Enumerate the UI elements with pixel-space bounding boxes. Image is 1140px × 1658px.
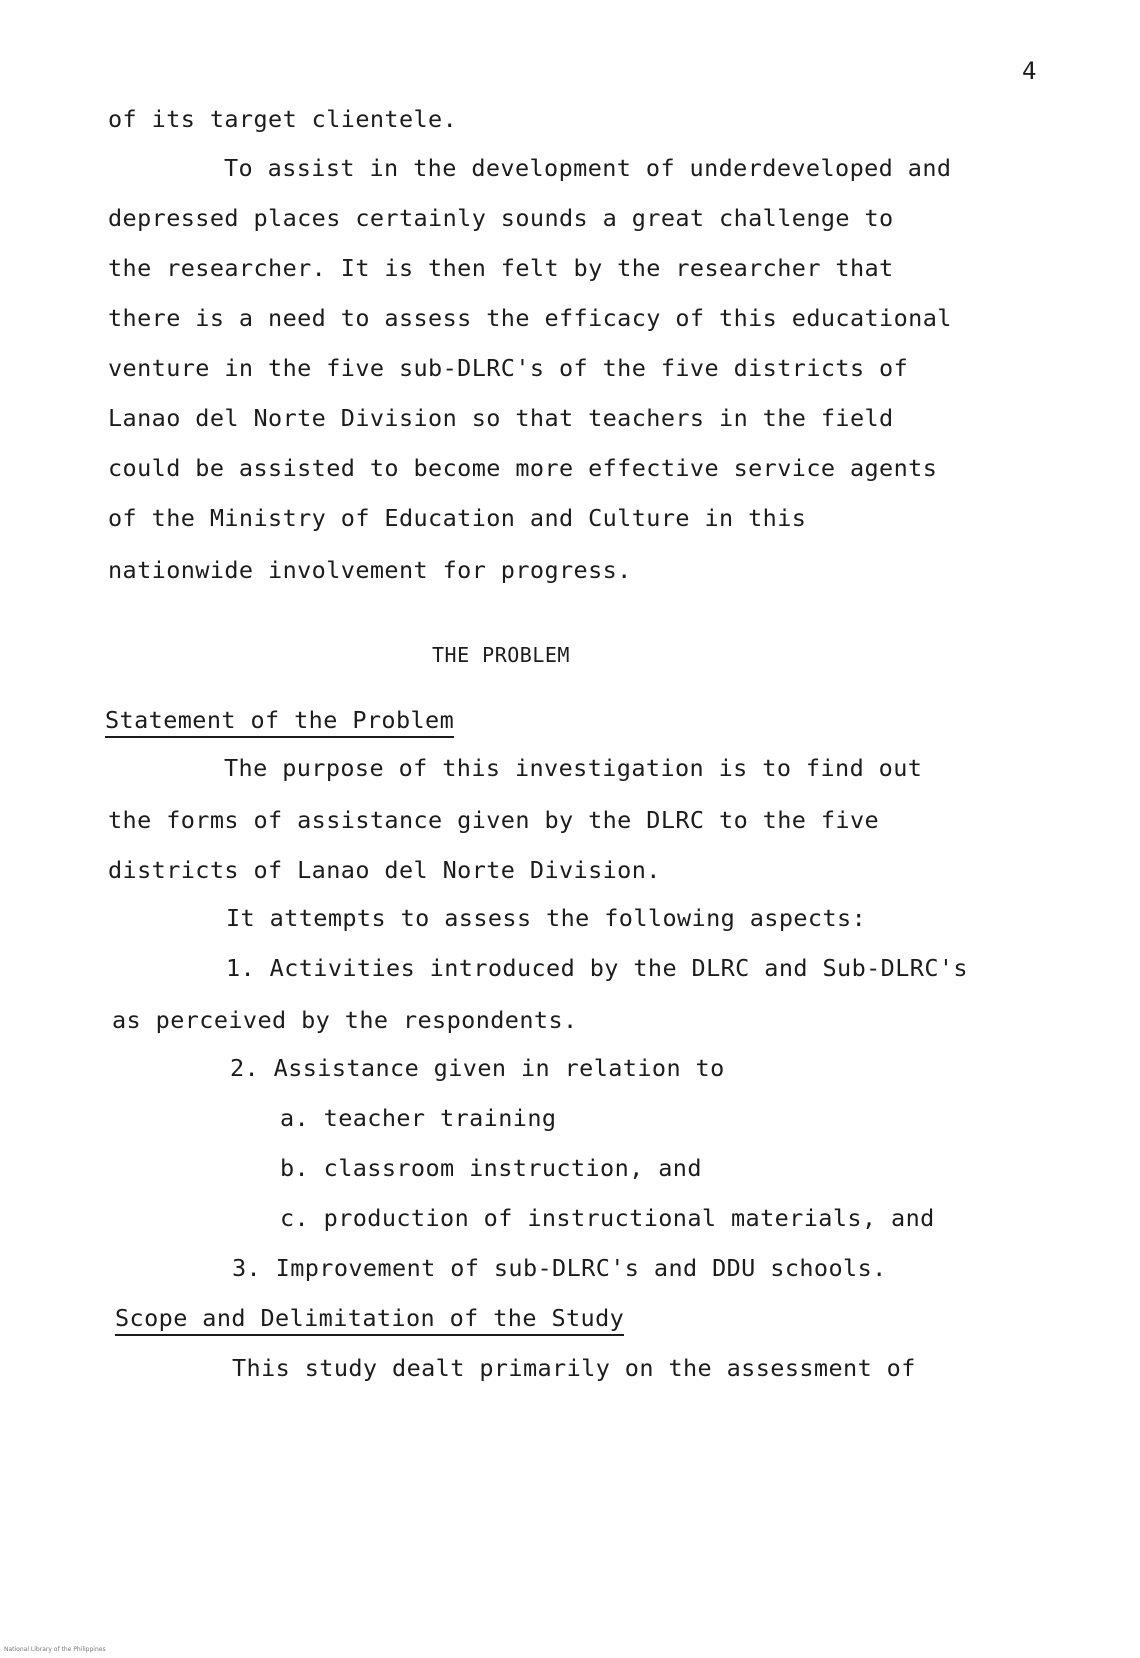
statement-line-9: b. classroom instruction, and — [280, 1154, 702, 1182]
statement-line-10: c. production of instructional materials, and — [280, 1204, 935, 1232]
statement-line-5: 1. Activities introduced by the DLRC and Sub-DLRC's — [226, 954, 968, 982]
statement-heading: Statement of the Problem — [105, 705, 454, 738]
body-line-2: To assist in the development of underdeveloped and — [224, 154, 952, 182]
scan-footer: National Library of the Philippines — [4, 1646, 106, 1653]
statement-line-11: 3. Improvement of sub-DLRC's and DDU schools. — [232, 1254, 887, 1282]
statement-line-8: a. teacher training — [280, 1104, 557, 1132]
body-line-7: Lanao del Norte Division so that teachers in the field — [108, 404, 894, 432]
statement-line-1: The purpose of this investigation is to find out — [224, 754, 923, 782]
page-number: 4 — [1022, 57, 1037, 85]
statement-line-6: as perceived by the respondents. — [112, 1006, 578, 1034]
body-line-4: the researcher. It is then felt by the researcher that — [108, 254, 894, 282]
statement-line-2: the forms of assistance given by the DLRC to the five — [108, 806, 880, 834]
body-line-5: there is a need to assess the efficacy of this educational — [108, 304, 952, 332]
body-line-1: of its target clientele. — [108, 105, 458, 133]
statement-line-7: 2. Assistance given in relation to — [230, 1054, 725, 1082]
statement-line-4: It attempts to assess the following aspects: — [226, 904, 867, 932]
body-line-9: of the Ministry of Education and Culture in this — [108, 504, 807, 532]
scope-heading: Scope and Delimitation of the Study — [115, 1303, 624, 1336]
statement-line-3: districts of Lanao del Norte Division. — [108, 856, 661, 884]
body-line-3: depressed places certainly sounds a great challenge to — [108, 204, 894, 232]
body-line-10: nationwide involvement for progress. — [108, 556, 632, 584]
body-line-8: could be assisted to become more effective service agents — [108, 454, 938, 482]
body-line-6: venture in the five sub-DLRC's of the five districts of — [108, 354, 909, 382]
scope-line-1: This study dealt primarily on the assessment of — [232, 1354, 916, 1382]
section-heading: THE PROBLEM — [432, 643, 570, 667]
